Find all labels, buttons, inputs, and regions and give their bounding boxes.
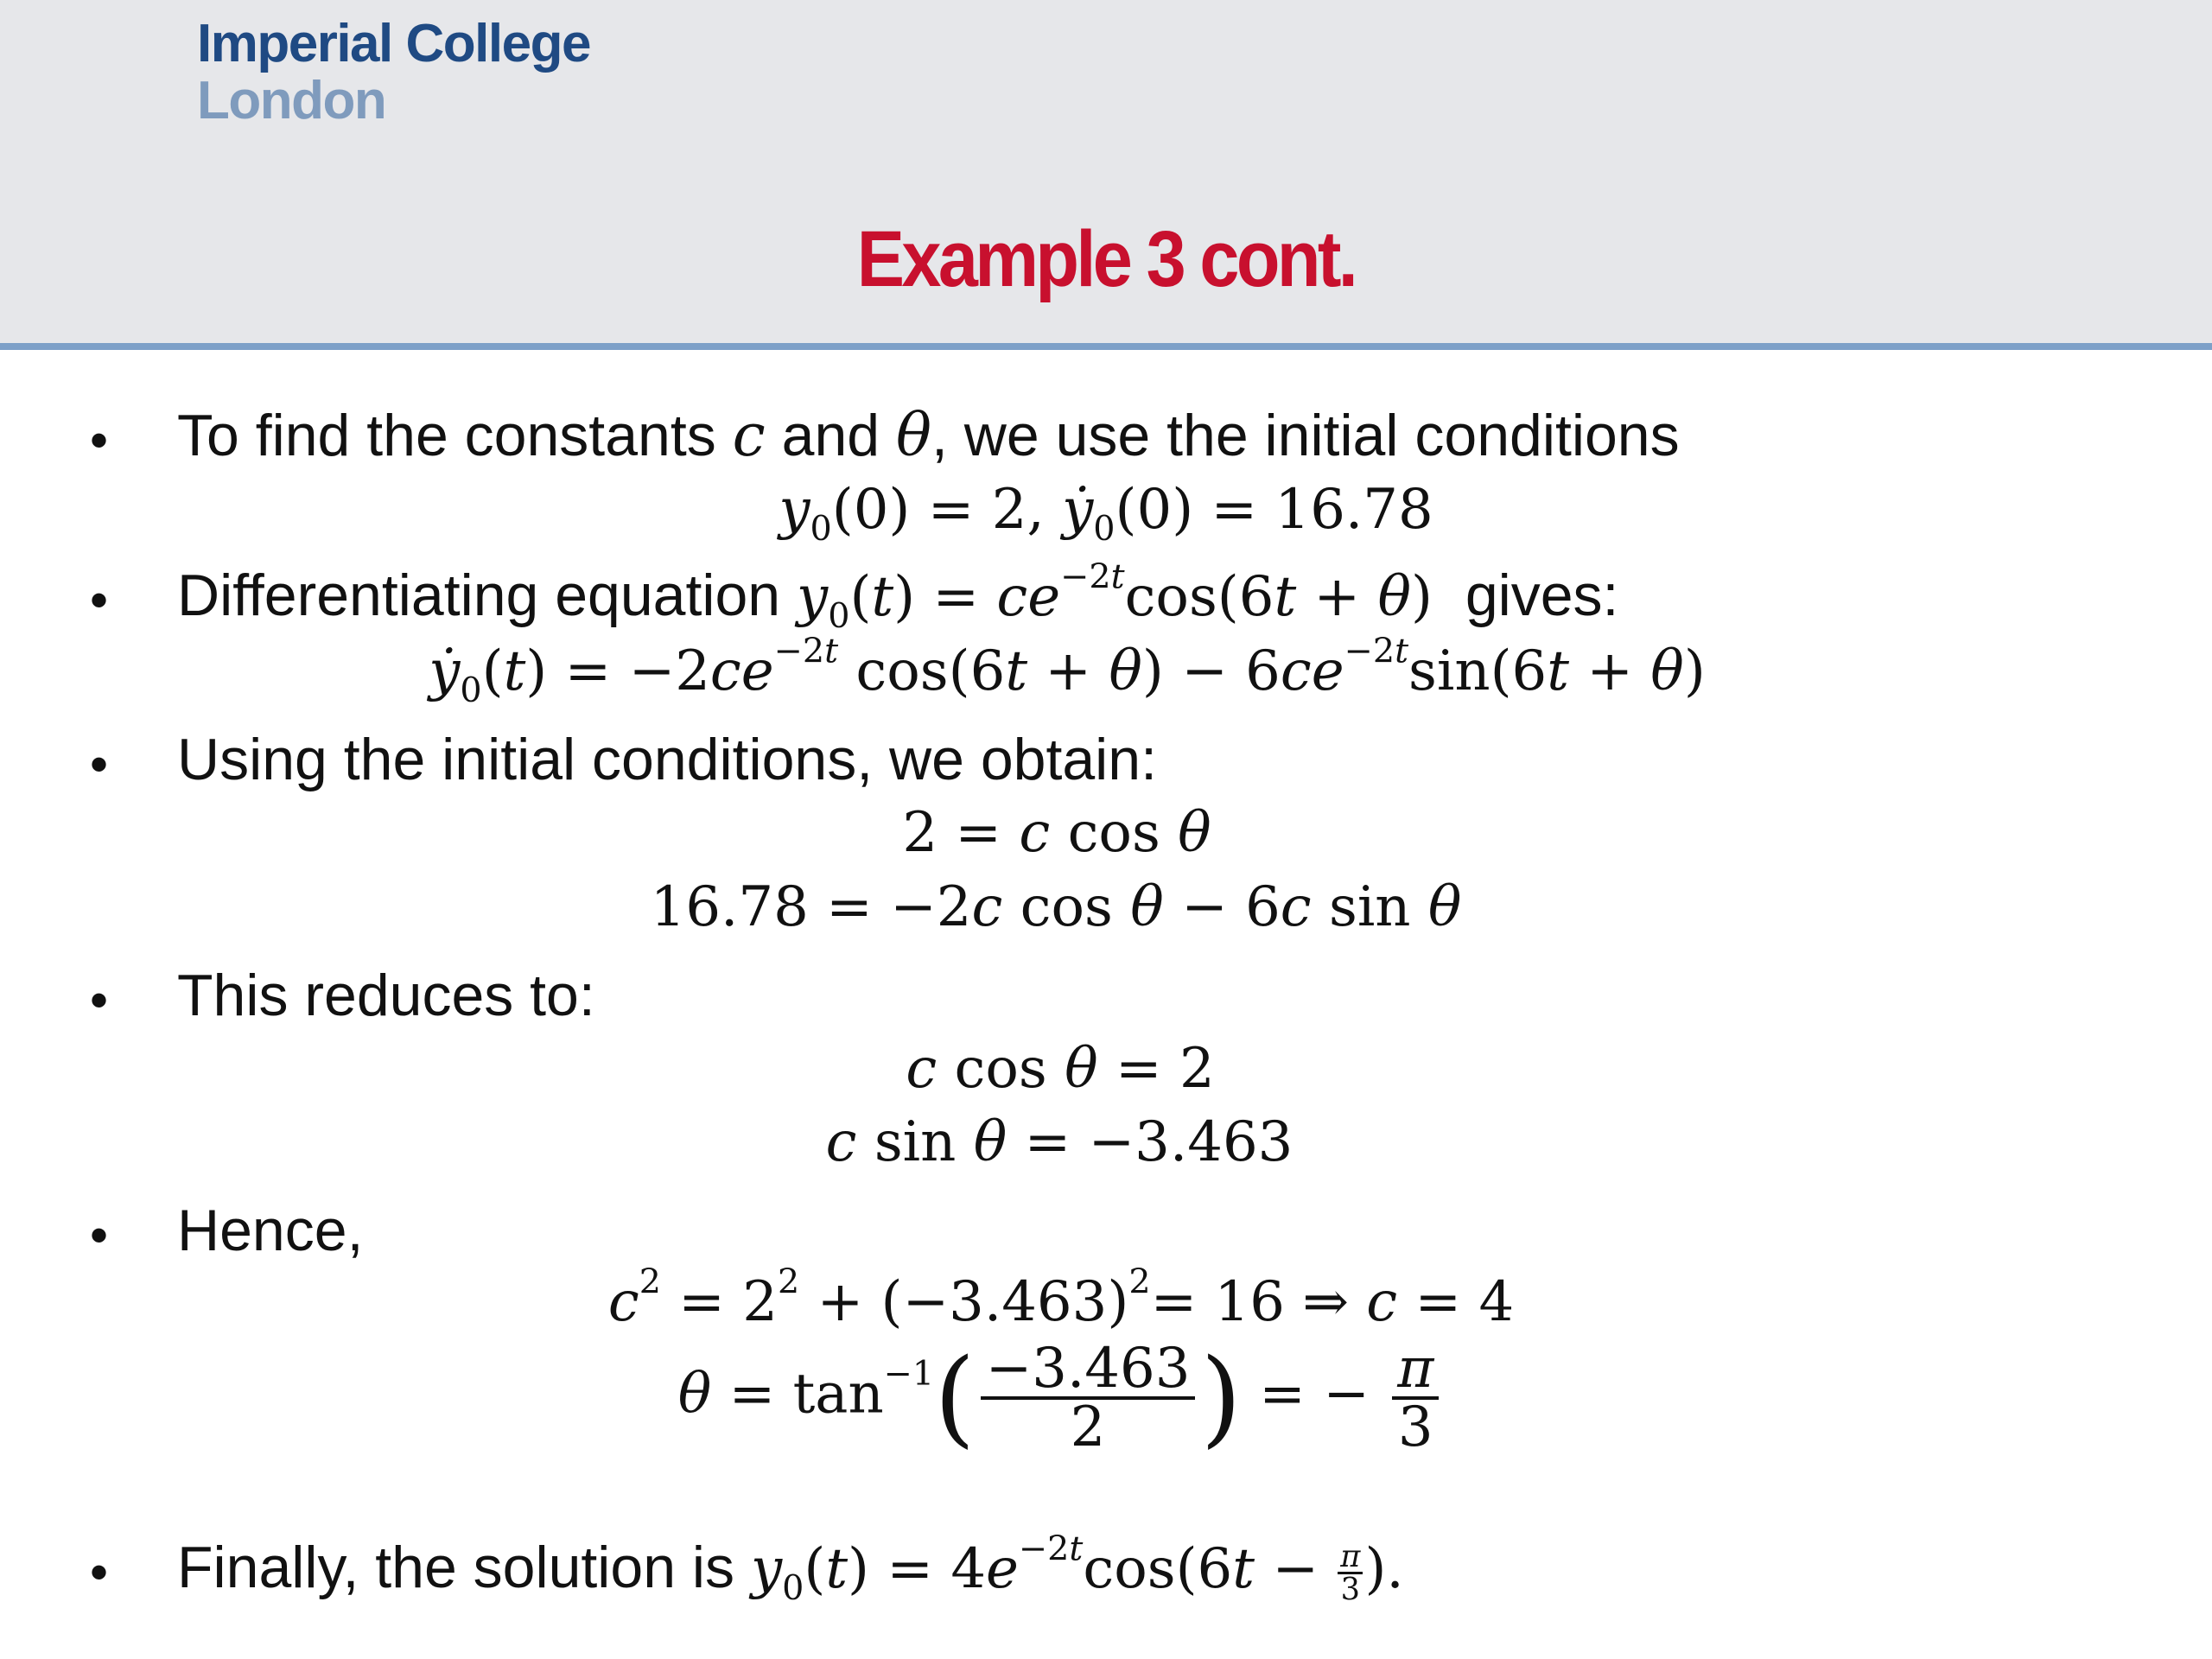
bullet-text: Using the initial conditions, we obtain: — [177, 727, 1157, 792]
fraction-denominator: 3 — [1397, 1395, 1433, 1459]
fraction-denominator: 2 — [1070, 1395, 1106, 1459]
pi-over-3-fraction — [1392, 1337, 1439, 1459]
bullet-marker: • — [90, 1543, 109, 1601]
var-c: c — [732, 402, 766, 470]
bullet-text — [177, 1529, 1404, 1608]
bullet-1-text-c: , we use the initial conditions — [931, 403, 1680, 468]
bullet-marker: • — [90, 571, 109, 629]
bullet-6-text-a: Finally, the solution is — [177, 1535, 735, 1600]
bullet-1-text-a: To find the constants — [177, 403, 716, 468]
bullet-text — [177, 556, 1619, 636]
bullet-text: This reduces to: — [177, 963, 595, 1028]
slide-header — [0, 0, 2212, 350]
bullet-2-text-a: Differentiating equation — [177, 563, 781, 628]
derivative-equation: ẏ$_0$(t) = $-2ce^{-2t}$ $\cos(6t + \theta) - 6ce^{-2t}\sin(6t + \theta)$ — [429, 631, 1706, 710]
bullet-1-text-b: and — [781, 403, 880, 468]
fraction-numerator: −3.463 — [981, 1341, 1196, 1400]
imperial-college-logo — [197, 14, 590, 130]
bullet-text — [177, 402, 1680, 470]
bullet-marker: • — [90, 411, 109, 469]
logo-line-2: London — [197, 71, 386, 130]
equation-cos: 2 = c cos θ — [902, 801, 1211, 865]
bullet-text: Hence, — [177, 1198, 364, 1263]
theta-equation: $\theta = \tan^{-1}$( $\frac{-3.463}{2}$ ) = − $\frac{\pi}{3}$ — [0, 1341, 2167, 1455]
bullet-marker: • — [90, 735, 109, 793]
final-solution-equation: $y_0(t) = 4e^{-2t}\cos(6t$ − $\frac{\pi}{3}$ ). — [750, 1529, 1404, 1608]
fraction-numerator: π — [1392, 1341, 1439, 1400]
slide-title: Example 3 cont. — [856, 215, 1356, 303]
inline-equation-y0: $y_0(t) = ce^{-2t}\cos(6t + \theta)$ — [797, 556, 1433, 636]
theta-fraction — [981, 1337, 1196, 1459]
c-squared-equation: $c^2 = 2^2 + (-3.463)^2= 16$ ⇒ c = 4 — [607, 1262, 1515, 1334]
reduced-equation-sin: c sin θ = −3.463 — [825, 1110, 1294, 1174]
initial-conditions-equation: $y_0(0) = 2$, ẏ$_0$(0) = 16.78 — [779, 478, 1433, 549]
logo-line-1: Imperial College — [197, 14, 590, 73]
bullet-marker: • — [90, 1206, 109, 1264]
equation-16-78: 16.78 = −2c cos θ − 6c sin θ — [650, 875, 1462, 939]
bullet-2-text-b: gives: — [1465, 563, 1619, 628]
reduced-equation-cos: c cos θ = 2 — [906, 1037, 1215, 1101]
var-theta: θ — [896, 402, 931, 470]
bullet-marker: • — [90, 971, 109, 1029]
